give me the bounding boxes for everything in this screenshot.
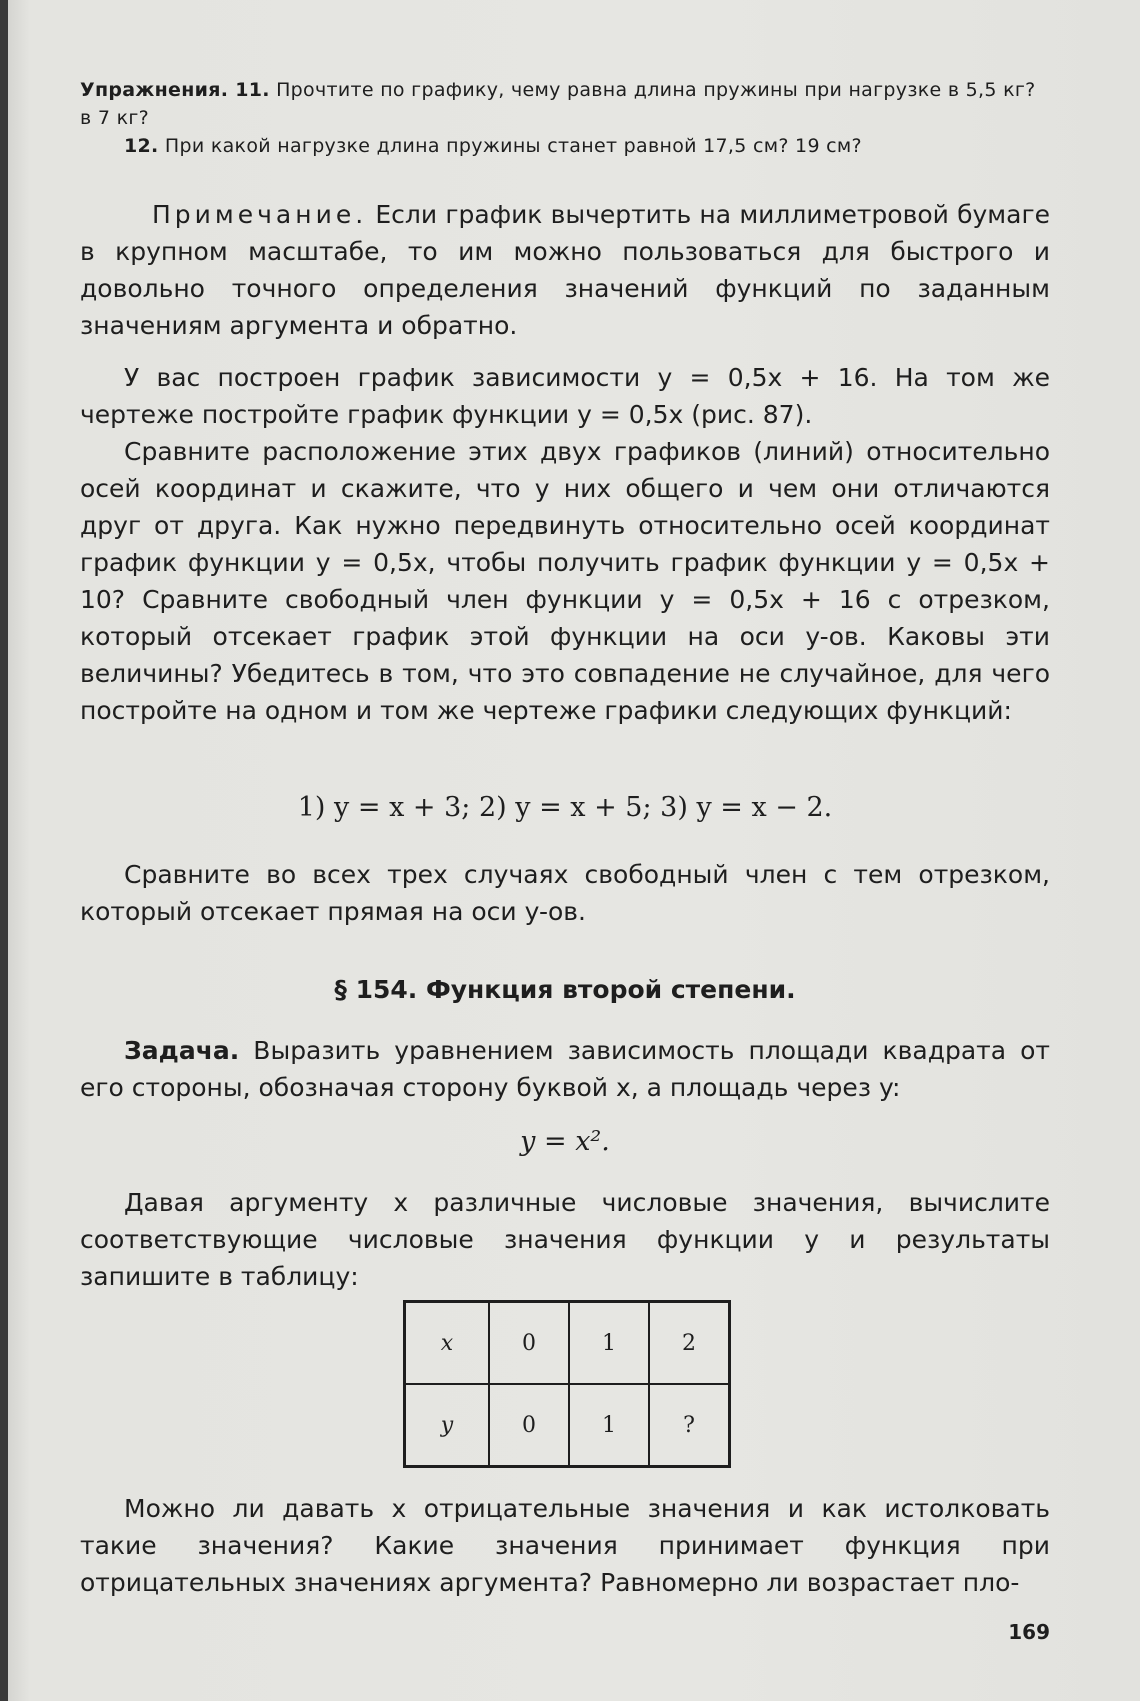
- paragraph-2: Сравните расположение этих двух графиков (линий) относительно осей координат и скажите, что у них общего и чем они отличаются друг от друга. Как нужно передвинуть относительно осей координат график функции y = 0,5x, чтобы получить график функции y = 0,5x + 10? Сравните свободный член функции y = 0,5x + 16 с отрезком, который отсекает график этой функции на оси y-ов. Каковы эти величины? Убедитесь в том, что это совпадение не случайное, для чего постройте на одном и том же чертеже графики следующих функций:: [80, 437, 1050, 725]
- exercise-11-text: Прочтите по графику, чему равна длина пружины при нагрузке в 5,5 кг? в 7 кг?: [80, 79, 1036, 129]
- paragraph-1: У вас построен график зависимости y = 0,5x + 16. На том же чертеже постройте график функции y = 0,5x (рис. 87).: [80, 363, 1050, 429]
- exercise-12-label: 12.: [124, 135, 159, 157]
- exercise-12-text: При какой нагрузке длина пружины станет равной 17,5 см? 19 см?: [158, 135, 862, 157]
- paragraph-5: Можно ли давать x отрицательные значения и как истолковать такие значения? Какие значения принимает функция при отрицательных значениях аргумента? Равномерно ли возрастает пло-: [80, 1494, 1050, 1597]
- table-cell: 2: [649, 1302, 730, 1385]
- task-block: [80, 1032, 1050, 1106]
- paragraph-3: Сравните во всех трех случаях свободный член с тем отрезком, который отсекает прямая на оси y-ов.: [80, 860, 1050, 926]
- table-cell: 1: [569, 1302, 649, 1385]
- page-number: 169: [1008, 1620, 1050, 1644]
- exercises-block: [80, 76, 1050, 160]
- paragraph-4: Давая аргументу x различные числовые значения, вычислите соответствующие числовые значения функции y и результаты запишите в таблицу:: [80, 1188, 1050, 1291]
- note-block: [80, 196, 1050, 344]
- task-label: Задача.: [124, 1036, 240, 1065]
- table-row: [405, 1302, 730, 1385]
- exercise-11-label: Упражнения. 11.: [80, 79, 270, 101]
- book-spine-edge: [0, 0, 8, 1701]
- table-cell: x: [405, 1302, 490, 1385]
- table-cell: y: [405, 1384, 490, 1467]
- table-cell: 1: [569, 1384, 649, 1467]
- table-cell: 0: [489, 1384, 569, 1467]
- exercise-11: [80, 76, 1050, 132]
- main-text-block: [80, 359, 1050, 729]
- note-text: Если график вычертить на миллиметровой бумаге в крупном масштабе, то им можно пользоваться для быстрого и довольно точного определения значений функций по заданным значениям аргумента и обратно.: [80, 200, 1050, 340]
- table-row: [405, 1384, 730, 1467]
- exercise-12: [80, 132, 1050, 160]
- note-label: Примечание.: [152, 200, 368, 229]
- table-cell: ?: [649, 1384, 730, 1467]
- table-cell: 0: [489, 1302, 569, 1385]
- formula-list: 1) y = x + 3; 2) y = x + 5; 3) y = x − 2.: [297, 792, 833, 823]
- task-paragraph: [80, 1032, 1050, 1106]
- task-text: Выразить уравнением зависимость площади квадрата от его стороны, обозначая сторону буквой x, а площадь через y:: [80, 1036, 1050, 1102]
- section-heading: § 154. Функция второй степени.: [334, 975, 796, 1004]
- task-formula: y = x².: [520, 1126, 610, 1157]
- paragraph-5-block: [80, 1490, 1050, 1601]
- values-table: [403, 1300, 731, 1468]
- paragraph-3-block: [80, 856, 1050, 930]
- paragraph-4-block: [80, 1184, 1050, 1295]
